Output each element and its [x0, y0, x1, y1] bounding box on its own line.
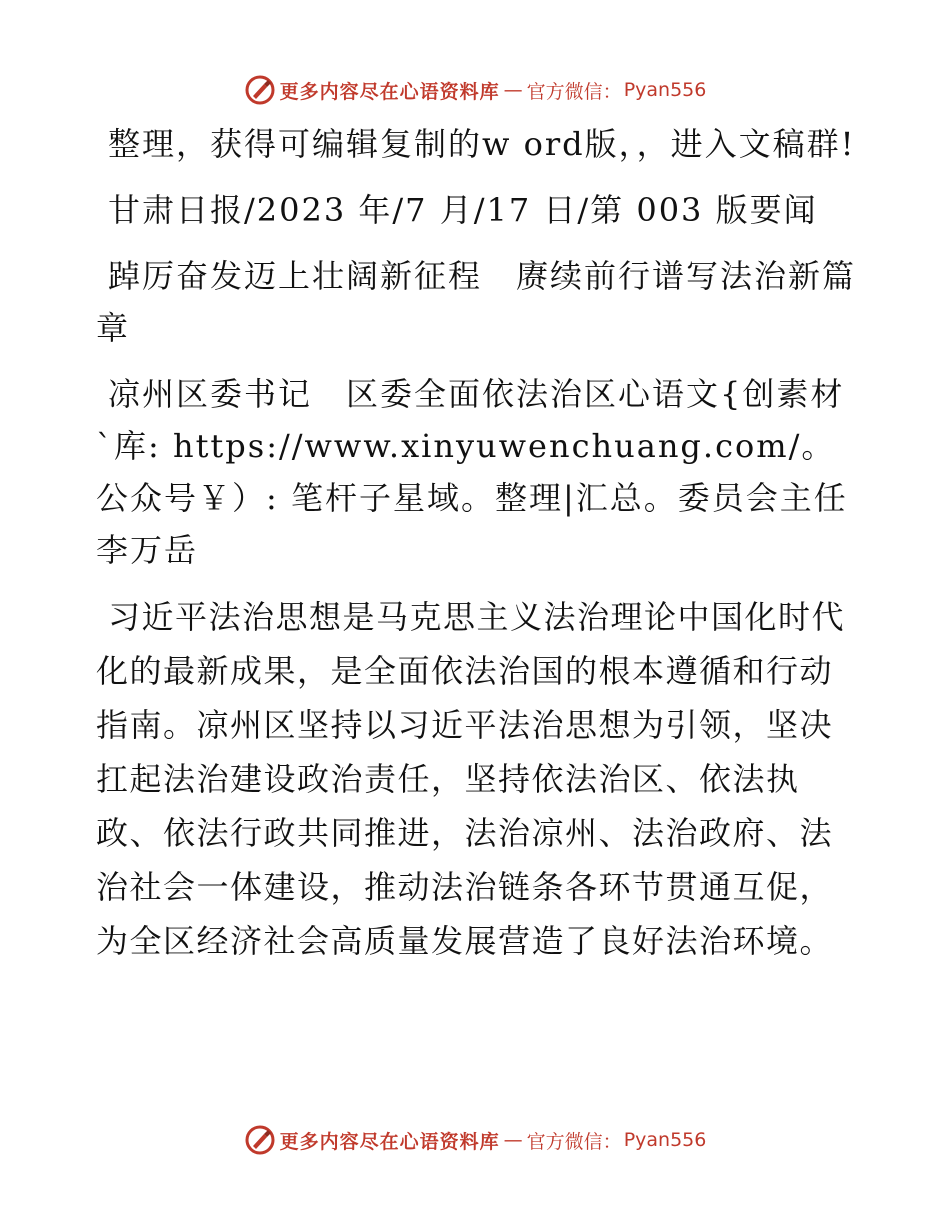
header-wechat-id: Pyan556 [623, 79, 707, 101]
article-body: 习近平法治思想是马克思主义法治理论中国化时代化的最新成果，是全面依法治国的根本遵循和行动指南。凉州区坚持以习近平法治思想为引领，坚决扛起法治建设政治责任，坚持依法治区、依法执政、依法行政共同推进，法治凉州、法治政府、法治社会一体建设，推动法治链条各环节贯通互促，为全区经济社会高质量发展营造了良好法治环境。 [96, 598, 846, 960]
header-official-label: 官方微信： [526, 80, 622, 103]
footer-banner [0, 1120, 950, 1160]
article-headline: 踔厉奋发迈上壮阔新征程 赓续前行谱写法治新篇章 [96, 257, 857, 347]
brand-logo-icon [244, 74, 276, 106]
footer-official-label: 官方微信： [526, 1130, 622, 1153]
header-banner-text: 更多内容尽在心语资料库 [279, 80, 500, 103]
footer-banner-dash: — [503, 1129, 523, 1151]
footer-wechat-id: Pyan556 [623, 1129, 707, 1151]
article-byline: 凉州区委书记 区委全面依法治区心语文{创素材`库: https://www.xinyuwenchuang.com/。公众号￥）: 笔杆子星域。整理|汇总。委员会主任 李万岳 [96, 375, 882, 569]
document-content [96, 118, 882, 982]
header-banner [0, 70, 950, 110]
header-banner-dash: — [503, 79, 523, 101]
intro-paragraph: 整理，获得可编辑复制的w ord版，，进入文稿群! [108, 125, 856, 163]
brand-logo-icon [244, 1124, 276, 1156]
footer-banner-text: 更多内容尽在心语资料库 [279, 1130, 500, 1153]
source-line: 甘肃日报/2023 年/7 月/17 日/第 003 版要闻 [108, 191, 818, 229]
